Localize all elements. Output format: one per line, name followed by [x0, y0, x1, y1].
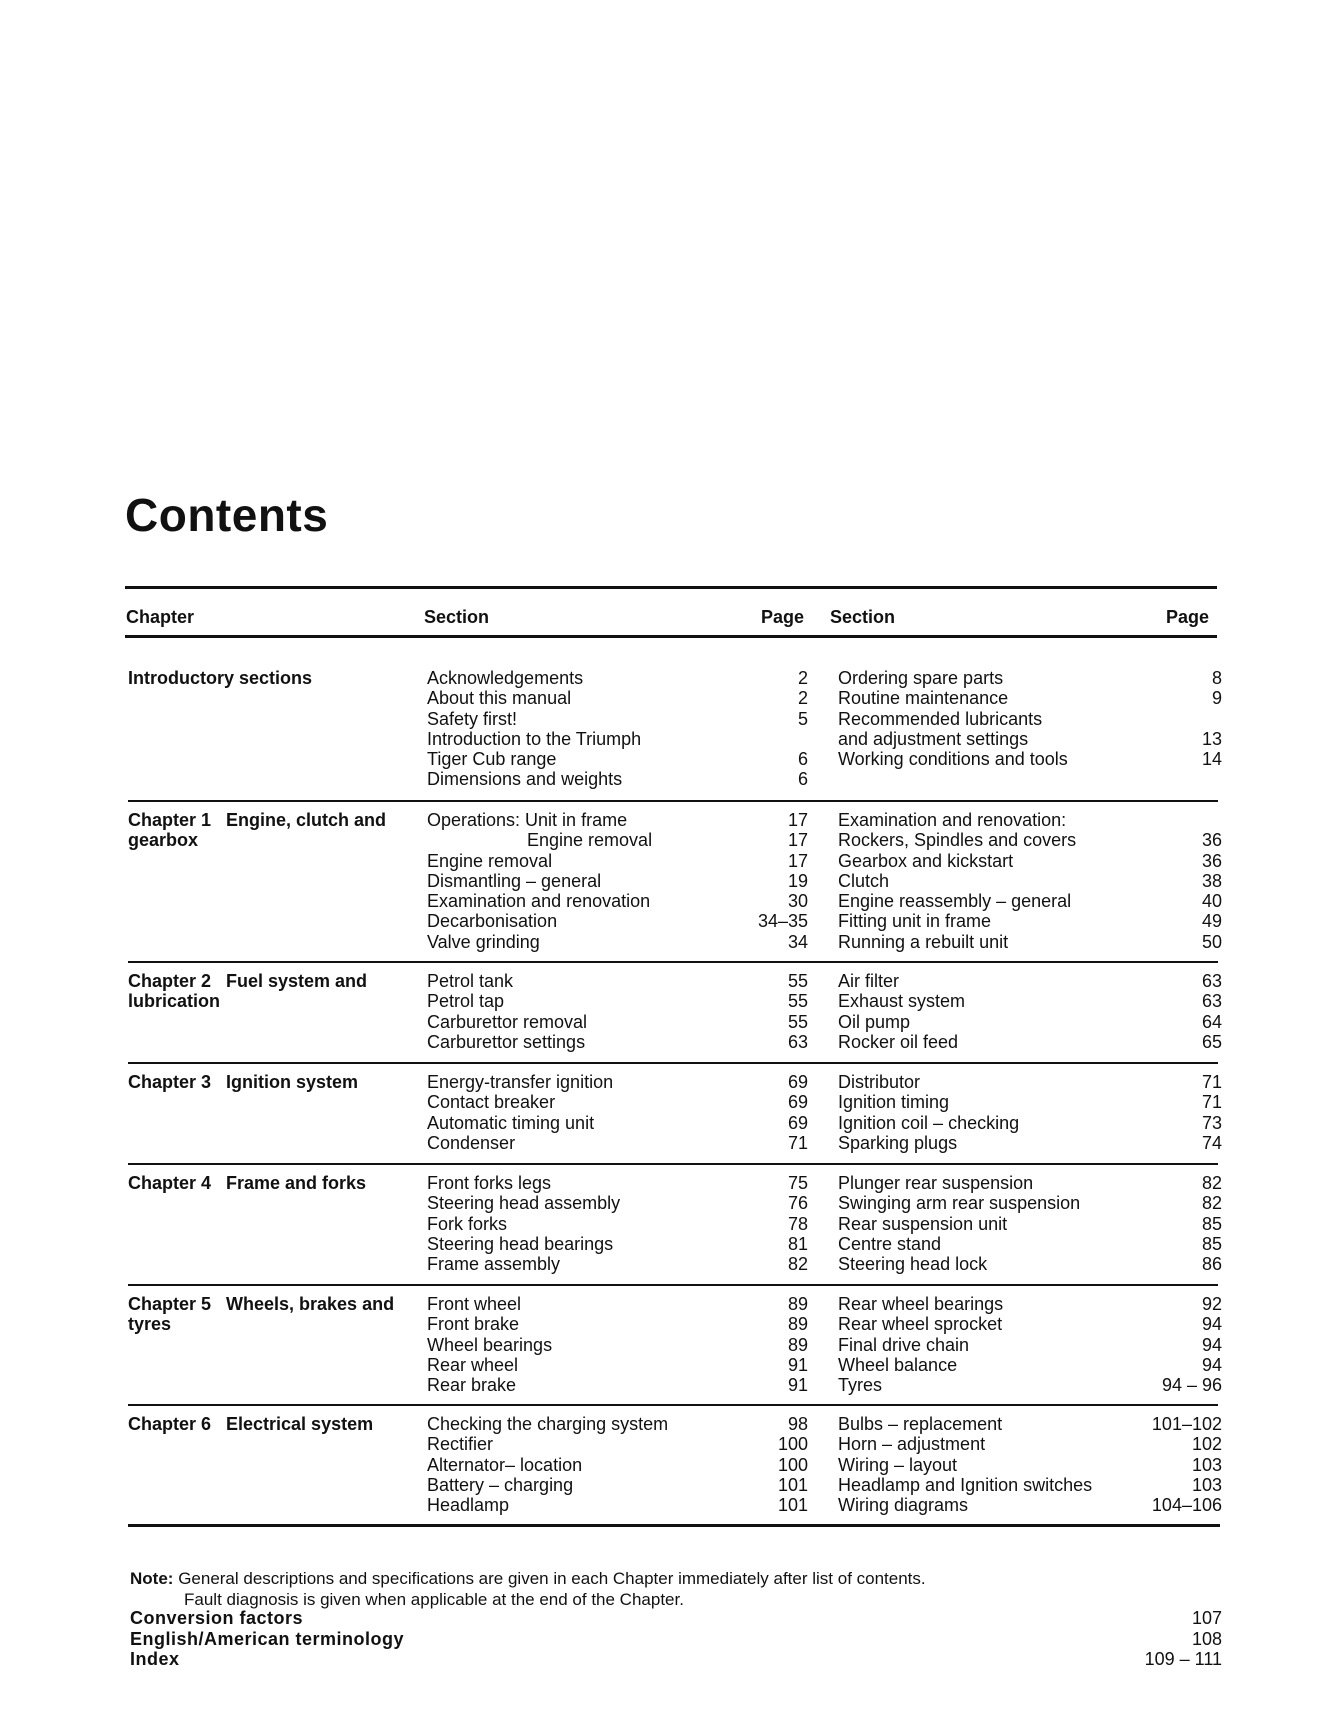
- page-number: 36: [1201, 830, 1222, 851]
- section-row: [838, 851, 1222, 871]
- chapter-divider: [128, 961, 1218, 963]
- page-number: 17: [787, 850, 808, 871]
- section-title: Horn – adjustment: [838, 1434, 986, 1455]
- back-matter-row: [130, 1608, 1222, 1629]
- section-title: Tiger Cub range: [427, 749, 557, 770]
- section-row: [427, 1133, 808, 1153]
- section-row: [427, 891, 808, 911]
- section-title: Running a rebuilt unit: [838, 931, 1009, 952]
- page-number: 13: [1201, 728, 1222, 749]
- section-title: Petrol tank: [427, 971, 514, 991]
- page-number: 101–102: [1151, 1414, 1222, 1434]
- section-title: Routine maintenance: [838, 688, 1009, 709]
- chapter-number: Chapter 1: [128, 810, 212, 830]
- page-number: 30: [787, 891, 808, 912]
- page-number: 17: [787, 810, 808, 830]
- note-line-1: General descriptions and specifications are given in each Chapter immediately after list of contents.: [178, 1569, 926, 1588]
- section-title: Automatic timing unit: [427, 1112, 595, 1133]
- section-row: [838, 932, 1222, 952]
- page-number: 64: [1201, 1011, 1222, 1032]
- chapter-title: Ignition system: [226, 1072, 359, 1092]
- section-row: [838, 1294, 1222, 1314]
- page-number: 71: [787, 1132, 808, 1153]
- section-title: Bulbs – replacement: [838, 1414, 1003, 1434]
- section-title: Fitting unit in frame: [838, 911, 992, 932]
- page-number: 91: [787, 1375, 808, 1396]
- section-title: Working conditions and tools: [838, 749, 1068, 770]
- back-matter-page: 107: [1191, 1608, 1222, 1628]
- header-bottom-rule: [125, 635, 1217, 638]
- section-title: Steering head lock: [838, 1254, 988, 1275]
- page-number: 14: [1201, 749, 1222, 770]
- page-number: 65: [1201, 1031, 1222, 1052]
- back-matter-title: Index: [130, 1649, 180, 1669]
- section-title: Tyres: [838, 1375, 883, 1396]
- section-title: Rectifier: [427, 1434, 494, 1455]
- section-title: Decarbonisation: [427, 911, 558, 932]
- section-title: Engine removal: [427, 850, 553, 871]
- section-title: Wiring – layout: [838, 1454, 958, 1475]
- section-column-right: [838, 1414, 1222, 1515]
- section-row: [838, 749, 1222, 769]
- section-title: Rear wheel: [427, 1354, 519, 1375]
- section-row: [427, 1455, 808, 1475]
- section-row: [838, 1193, 1222, 1213]
- section-title: Clutch: [838, 870, 890, 891]
- section-row: [838, 1113, 1222, 1133]
- page-number: 94: [1201, 1354, 1222, 1375]
- chapter-title: Wheels, brakes and tyres: [128, 1294, 395, 1334]
- section-row: [427, 1113, 808, 1133]
- page-number: 6: [797, 749, 808, 770]
- page-number: 94: [1201, 1314, 1222, 1335]
- section-row: [427, 991, 808, 1011]
- section-title: Carburettor settings: [427, 1031, 586, 1052]
- chapter-divider: [128, 1404, 1218, 1406]
- section-row: [427, 1335, 808, 1355]
- page-number: 73: [1201, 1112, 1222, 1133]
- page-number: 71: [1201, 1092, 1222, 1113]
- page-number: 89: [787, 1314, 808, 1335]
- section-row: [427, 668, 808, 688]
- chapter-divider: [128, 1163, 1218, 1165]
- page-number: 2: [797, 668, 808, 688]
- section-title: About this manual: [427, 688, 572, 709]
- page-number: 101: [777, 1495, 808, 1516]
- section-title: Exhaust system: [838, 991, 966, 1012]
- section-title: Rear wheel bearings: [838, 1294, 1004, 1314]
- section-column-left: [427, 1072, 808, 1153]
- section-title: Front brake: [427, 1314, 520, 1335]
- section-title: Checking the charging system: [427, 1414, 669, 1434]
- section-row: [427, 1234, 808, 1254]
- section-row: [838, 991, 1222, 1011]
- back-matter-title: Conversion factors: [130, 1608, 304, 1628]
- section-title: Air filter: [838, 971, 900, 991]
- page-number: 81: [787, 1233, 808, 1254]
- section-title: Examination and renovation: [427, 891, 651, 912]
- header-section-2: Section: [830, 607, 896, 627]
- page-number: 102: [1191, 1434, 1222, 1455]
- section-row: [427, 1092, 808, 1112]
- section-column-left: [427, 1414, 808, 1515]
- chapter-divider: [128, 1062, 1218, 1064]
- section-row: [427, 1414, 808, 1434]
- page-number: 101: [777, 1474, 808, 1495]
- back-matter-row: [130, 1629, 1222, 1650]
- section-column-left: [427, 1294, 808, 1395]
- section-row: [838, 668, 1222, 688]
- chapter-divider: [128, 1284, 1218, 1286]
- section-row: [838, 729, 1222, 749]
- section-title: Rear suspension unit: [838, 1213, 1008, 1234]
- section-row: [427, 1434, 808, 1454]
- section-title: Swinging arm rear suspension: [838, 1193, 1081, 1214]
- back-matter-row: [130, 1649, 1222, 1670]
- section-row: [427, 729, 808, 749]
- section-title: Ignition timing: [838, 1092, 950, 1113]
- section-row: [838, 688, 1222, 708]
- page-number: 63: [787, 1031, 808, 1052]
- section-row: [838, 1414, 1222, 1434]
- page-number: 71: [1201, 1072, 1222, 1092]
- section-title: Rear brake: [427, 1375, 517, 1396]
- chapter-heading: [128, 1072, 408, 1092]
- section-title: Examination and renovation:: [838, 810, 1067, 830]
- chapter-divider: [128, 800, 1218, 802]
- page-number: 75: [787, 1173, 808, 1193]
- section-row: [427, 1314, 808, 1334]
- section-row: [427, 688, 808, 708]
- section-column-right: [838, 971, 1222, 1052]
- section-row: [838, 911, 1222, 931]
- section-title: Contact breaker: [427, 1092, 556, 1113]
- page-number: 94: [1201, 1334, 1222, 1355]
- page-number: 9: [1211, 688, 1222, 709]
- section-title: Rockers, Spindles and covers: [838, 830, 1077, 851]
- chapter-number: Chapter 4: [128, 1173, 212, 1193]
- header-page-2: Page: [1166, 607, 1210, 627]
- section-column-left: [427, 1173, 808, 1274]
- section-row: [838, 1254, 1222, 1274]
- section-row: [838, 1012, 1222, 1032]
- section-title: Energy-transfer ignition: [427, 1072, 614, 1092]
- chapter-title: Introductory sections: [128, 668, 313, 688]
- page-number: 78: [787, 1213, 808, 1234]
- section-column-left: [427, 668, 808, 790]
- section-title: Final drive chain: [838, 1334, 970, 1355]
- page-number: 94 – 96: [1161, 1375, 1222, 1396]
- page-number: 104–106: [1151, 1495, 1222, 1516]
- section-title: Wiring diagrams: [838, 1495, 969, 1516]
- section-row: [427, 1375, 808, 1395]
- page-number: 103: [1191, 1474, 1222, 1495]
- page-number: 34: [787, 931, 808, 952]
- chapter-number: Chapter 5: [128, 1294, 212, 1314]
- page-number: 89: [787, 1334, 808, 1355]
- section-title: Headlamp: [427, 1495, 510, 1516]
- section-row: [838, 1495, 1222, 1515]
- header-section: Section: [424, 607, 490, 627]
- section-row: [427, 911, 808, 931]
- section-row: [427, 810, 808, 830]
- page-number: 63: [1201, 971, 1222, 991]
- page-number: 82: [1201, 1193, 1222, 1214]
- page-number: 49: [1201, 911, 1222, 932]
- page-number: 98: [787, 1414, 808, 1434]
- section-row: [427, 851, 808, 871]
- chapter-title: Electrical system: [226, 1414, 374, 1434]
- page-number: 100: [777, 1454, 808, 1475]
- note-label: Note:: [130, 1569, 174, 1588]
- section-title: Rear wheel sprocket: [838, 1314, 1003, 1335]
- section-row: [838, 1092, 1222, 1112]
- section-title: Front wheel: [427, 1294, 522, 1314]
- section-title: Acknowledgements: [427, 668, 584, 688]
- page-number: 34–35: [757, 911, 808, 932]
- page-number: 85: [1201, 1213, 1222, 1234]
- section-title: Introduction to the Triumph: [427, 728, 642, 749]
- chapter-title: Frame and forks: [226, 1173, 367, 1193]
- section-title: Engine reassembly – general: [838, 891, 1072, 912]
- section-title: Condenser: [427, 1132, 516, 1153]
- section-row: [838, 891, 1222, 911]
- section-row: [838, 971, 1222, 991]
- page-number: 17: [787, 830, 808, 851]
- page-number: 50: [1201, 931, 1222, 952]
- section-title: Sparking plugs: [838, 1132, 958, 1153]
- page-number: 8: [1211, 668, 1222, 688]
- section-title: Steering head bearings: [427, 1233, 614, 1254]
- page-number: 82: [787, 1254, 808, 1275]
- section-row: [838, 1133, 1222, 1153]
- section-row: [838, 1173, 1222, 1193]
- section-row: [427, 1173, 808, 1193]
- section-title: Front forks legs: [427, 1173, 552, 1193]
- page-number: 76: [787, 1193, 808, 1214]
- back-matter-page: 109 – 111: [1144, 1649, 1222, 1669]
- section-row: [427, 1214, 808, 1234]
- section-row: [838, 1355, 1222, 1375]
- section-row: [427, 1475, 808, 1495]
- section-row: [427, 1355, 808, 1375]
- section-row: [427, 1072, 808, 1092]
- section-row: [838, 1234, 1222, 1254]
- section-row: [427, 769, 808, 789]
- section-title: Frame assembly: [427, 1254, 561, 1275]
- page-number: 91: [787, 1354, 808, 1375]
- chapter-number: Chapter 6: [128, 1414, 212, 1434]
- page-number: 69: [787, 1092, 808, 1113]
- section-column-right: [838, 810, 1222, 952]
- section-title: Safety first!: [427, 708, 518, 729]
- section-row: [838, 1314, 1222, 1334]
- section-title: Headlamp and Ignition switches: [838, 1474, 1093, 1495]
- section-column-left: [427, 971, 808, 1052]
- section-column-left: [427, 810, 808, 952]
- section-row: [427, 932, 808, 952]
- section-title: and adjustment settings: [838, 728, 1029, 749]
- page-number: 103: [1191, 1454, 1222, 1475]
- chapter-heading: [128, 971, 408, 1011]
- back-matter-title: English/American terminology: [130, 1628, 405, 1649]
- section-row: [427, 749, 808, 769]
- section-row: [427, 1495, 808, 1515]
- section-title: Fork forks: [427, 1213, 508, 1234]
- header-chapter: Chapter: [126, 607, 195, 627]
- header-top-rule: [125, 586, 1217, 589]
- chapter-heading: [128, 810, 408, 850]
- page-number: 6: [797, 769, 808, 790]
- section-column-right: [838, 1173, 1222, 1274]
- section-title: Rocker oil feed: [838, 1031, 959, 1052]
- chapter-heading: [128, 668, 408, 688]
- section-row: [838, 1455, 1222, 1475]
- section-title: Battery – charging: [427, 1474, 574, 1495]
- page-number: 63: [1201, 991, 1222, 1012]
- page-number: 55: [787, 971, 808, 991]
- section-row: [838, 1434, 1222, 1454]
- page-number: 82: [1201, 1173, 1222, 1193]
- section-column-right: [838, 668, 1222, 769]
- back-matter: [130, 1608, 1222, 1670]
- page-number: 92: [1201, 1294, 1222, 1314]
- page-number: 36: [1201, 850, 1222, 871]
- section-title: Distributor: [838, 1072, 921, 1092]
- section-row: [427, 1254, 808, 1274]
- page-number: 19: [787, 870, 808, 891]
- section-title: Plunger rear suspension: [838, 1173, 1034, 1193]
- page-number: 89: [787, 1294, 808, 1314]
- page-number: 69: [787, 1112, 808, 1133]
- section-row: [427, 1294, 808, 1314]
- page-title: Contents: [125, 489, 329, 541]
- page-number: 40: [1201, 891, 1222, 912]
- page-number: 100: [777, 1434, 808, 1455]
- chapter-number: Chapter 3: [128, 1072, 212, 1092]
- section-row: [838, 830, 1222, 850]
- chapter-number: Chapter 2: [128, 971, 212, 991]
- section-title: Valve grinding: [427, 931, 540, 952]
- chapter-title: Fuel system and lubrication: [128, 971, 368, 1011]
- note: [130, 1568, 926, 1610]
- section-row: [427, 1032, 808, 1052]
- section-row: [838, 1072, 1222, 1092]
- chapter-heading: [128, 1294, 408, 1334]
- page-number: 69: [787, 1072, 808, 1092]
- section-row: [427, 1193, 808, 1213]
- section-title: Petrol tap: [427, 991, 505, 1012]
- table-bottom-rule: [128, 1524, 1220, 1527]
- header-page: Page: [761, 607, 805, 627]
- section-row: [427, 971, 808, 991]
- section-title: Gearbox and kickstart: [838, 850, 1014, 871]
- page-number: 86: [1201, 1254, 1222, 1275]
- section-title: Wheel balance: [838, 1354, 958, 1375]
- page-number: 2: [797, 688, 808, 709]
- section-row: [427, 709, 808, 729]
- chapter-title: Engine, clutch and gearbox: [128, 810, 387, 850]
- section-row: [838, 1335, 1222, 1355]
- section-title: Alternator– location: [427, 1454, 583, 1475]
- note-line-2: Fault diagnosis is given when applicable at the end of the Chapter.: [184, 1590, 684, 1609]
- section-title: Engine removal: [527, 830, 653, 851]
- page-number: 74: [1201, 1132, 1222, 1153]
- section-row: [838, 1475, 1222, 1495]
- chapter-heading: [128, 1173, 408, 1193]
- page-number: 5: [797, 708, 808, 729]
- section-row: [427, 830, 808, 850]
- page-number: 38: [1201, 870, 1222, 891]
- section-title: Operations: Unit in frame: [427, 810, 628, 830]
- section-title: Centre stand: [838, 1233, 942, 1254]
- section-title: Recommended lubricants: [838, 708, 1043, 729]
- section-row: [838, 709, 1222, 729]
- page-number: 55: [787, 991, 808, 1012]
- page-number: 55: [787, 1011, 808, 1032]
- section-row: [427, 871, 808, 891]
- section-row: [838, 871, 1222, 891]
- section-title: Dismantling – general: [427, 870, 602, 891]
- section-title: Wheel bearings: [427, 1334, 553, 1355]
- chapter-heading: [128, 1414, 408, 1434]
- section-title: Ordering spare parts: [838, 668, 1004, 688]
- section-row: [838, 1375, 1222, 1395]
- page-number: 85: [1201, 1233, 1222, 1254]
- section-title: Steering head assembly: [427, 1193, 621, 1214]
- section-title: Oil pump: [838, 1011, 911, 1032]
- section-column-right: [838, 1072, 1222, 1153]
- section-column-right: [838, 1294, 1222, 1395]
- section-row: [838, 1214, 1222, 1234]
- section-title: Dimensions and weights: [427, 769, 623, 790]
- section-row: [838, 1032, 1222, 1052]
- back-matter-page: 108: [1191, 1628, 1222, 1649]
- section-row: [427, 1012, 808, 1032]
- section-title: Carburettor removal: [427, 1011, 588, 1032]
- section-title: Ignition coil – checking: [838, 1112, 1020, 1133]
- section-row: [838, 810, 1222, 830]
